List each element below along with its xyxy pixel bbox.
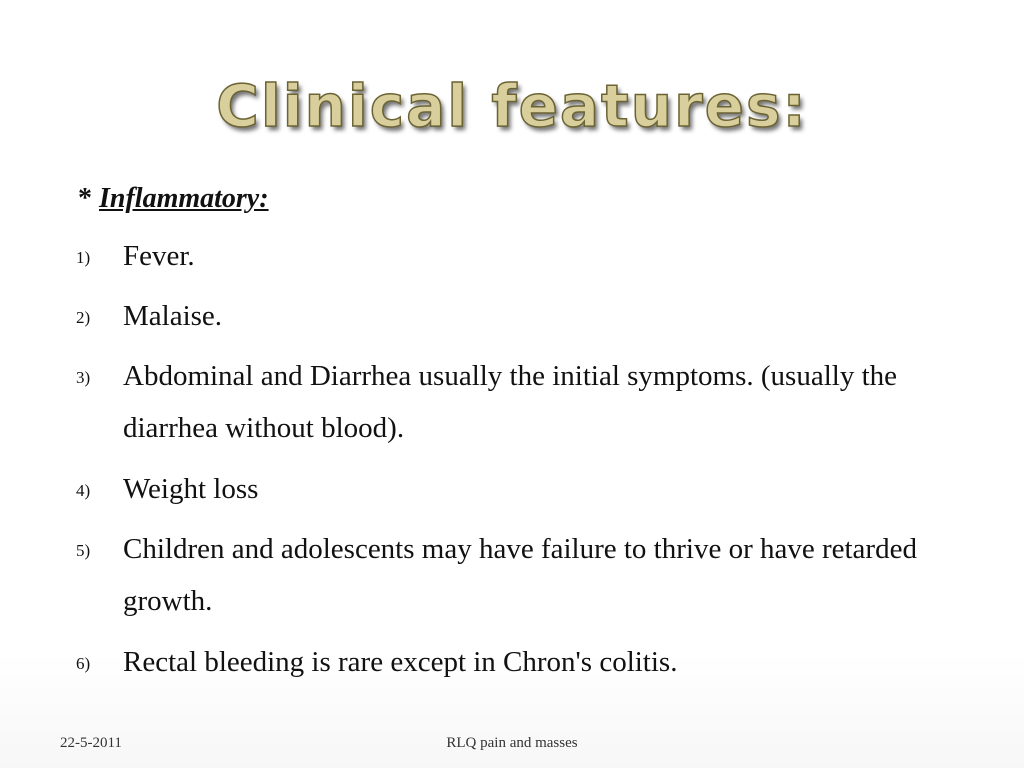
list-item-number: 5): [76, 541, 91, 560]
list-item: Abdominal and Diarrhea usually the initial symptoms. (usually the diarrhea without blood).: [123, 360, 897, 444]
footer-date: 22-5-2011: [60, 735, 122, 751]
slide-title: Clinical features:: [216, 72, 808, 140]
list-item-number: 1): [76, 248, 91, 267]
list-item: Rectal bleeding is rare except in Chron's colitis.: [123, 646, 678, 678]
list-item: Fever.: [123, 240, 195, 272]
subheading-label: Inflammatory:: [99, 183, 269, 214]
subheading-marker: *: [78, 183, 99, 214]
list-item-number: 6): [76, 654, 91, 673]
footer-caption: RLQ pain and masses: [446, 735, 578, 751]
list-item-number: 4): [76, 481, 91, 500]
list-item: Children and adolescents may have failure to thrive or have retarded growth.: [123, 533, 917, 617]
list-item-number: 3): [76, 368, 91, 387]
list-item: Weight loss: [123, 473, 259, 505]
list-item-number: 2): [76, 308, 91, 327]
list-item: Malaise.: [123, 300, 223, 332]
